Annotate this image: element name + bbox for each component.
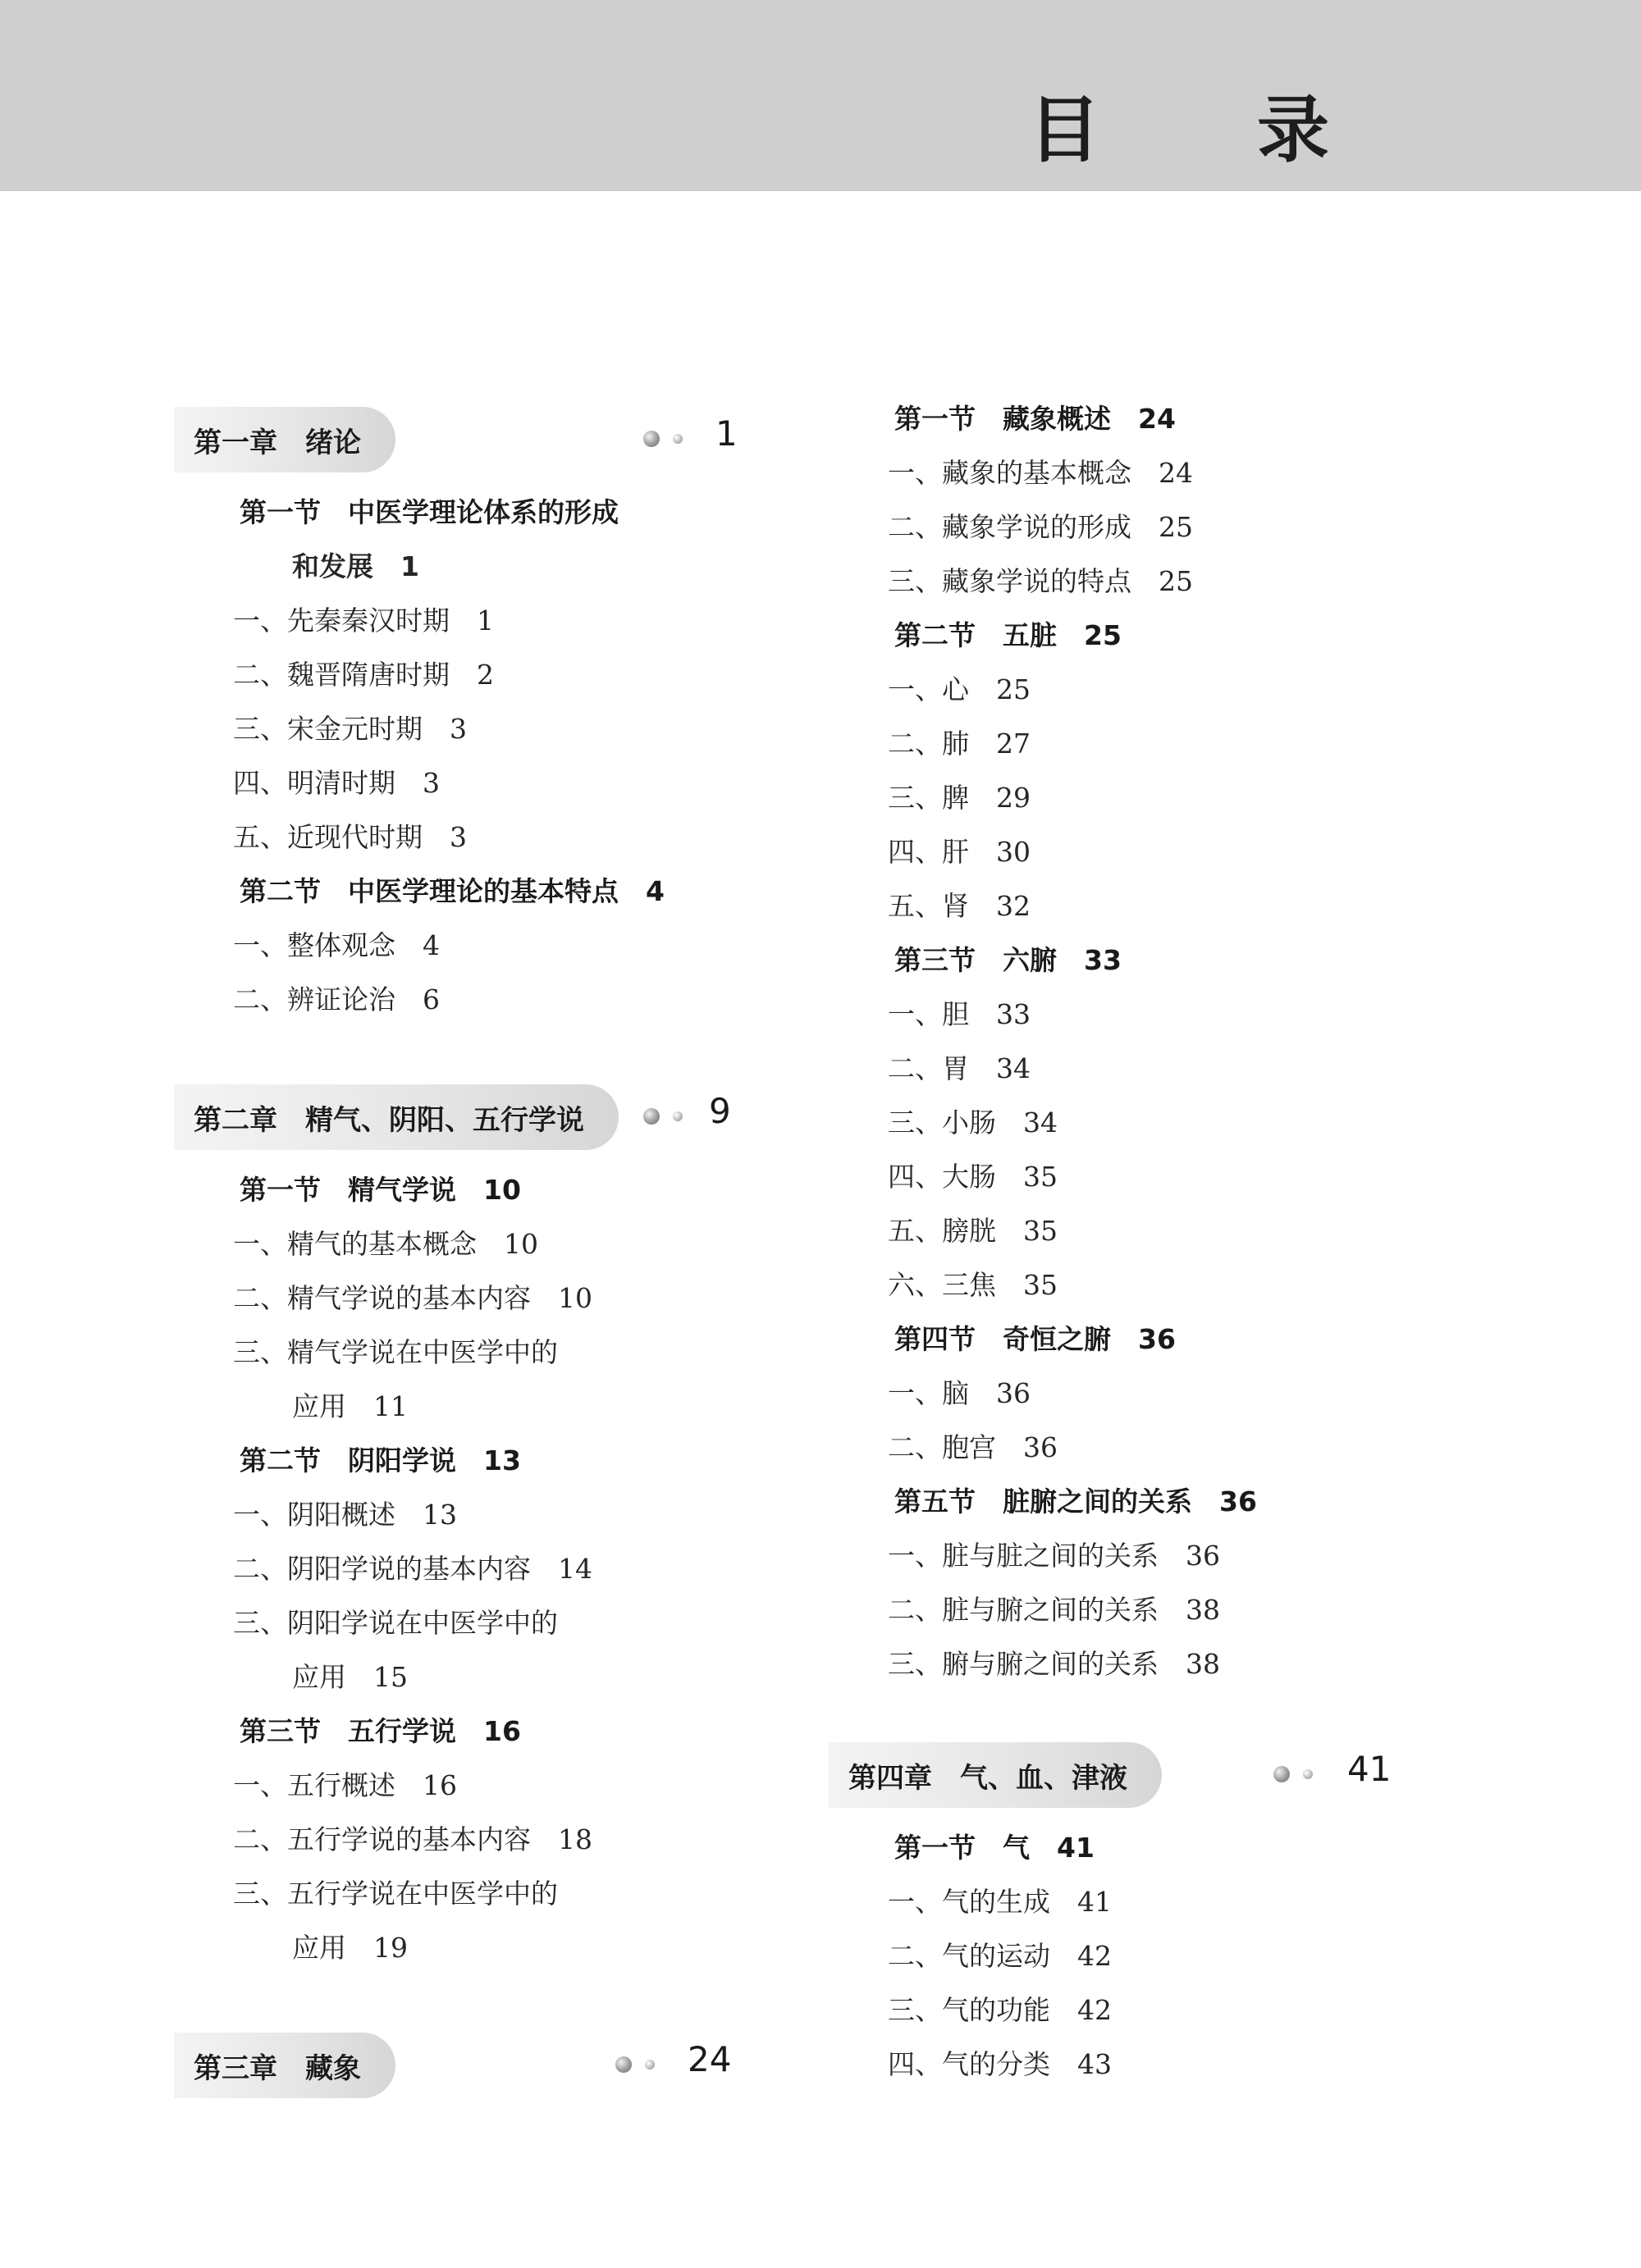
chapter-page-number: 9 <box>709 1091 731 1131</box>
toc-entry[interactable]: 第五节 脏腑之间的关系 36 <box>894 1485 1257 1517</box>
toc-entry[interactable]: 二、五行学说的基本内容 18 <box>233 1823 592 1855</box>
toc-entry[interactable]: 第二节 阴阳学说 13 <box>240 1444 521 1476</box>
toc-entry[interactable]: 一、先秦秦汉时期 1 <box>233 605 494 637</box>
toc-entry[interactable]: 五、膀胱 35 <box>888 1215 1058 1247</box>
toc-entry[interactable]: 六、三焦 35 <box>888 1269 1058 1301</box>
toc-entry[interactable]: 应用 11 <box>292 1390 408 1422</box>
toc-entry[interactable]: 第二节 五脏 25 <box>894 619 1122 651</box>
toc-entry[interactable]: 一、心 25 <box>888 673 1031 705</box>
chapter-page-number: 1 <box>715 413 738 454</box>
toc-entry[interactable]: 第一节 中医学理论体系的形成 <box>240 496 619 528</box>
toc-entry[interactable]: 三、脾 29 <box>888 782 1031 814</box>
header-band <box>0 0 1641 191</box>
toc-entry[interactable]: 五、肾 32 <box>888 890 1031 922</box>
toc-entry[interactable]: 二、肺 27 <box>888 728 1031 760</box>
toc-entry[interactable]: 五、近现代时期 3 <box>233 821 467 853</box>
toc-entry[interactable]: 应用 19 <box>292 1932 408 1964</box>
chapter-label: 第三章 藏象 <box>174 2033 395 2098</box>
toc-entry[interactable]: 四、气的分类 43 <box>888 2048 1112 2080</box>
chapter-heading-1[interactable] <box>174 399 740 477</box>
toc-entry[interactable]: 二、胞宫 36 <box>888 1431 1058 1463</box>
chapter-heading-3[interactable] <box>174 2024 740 2103</box>
toc-entry[interactable]: 二、脏与腑之间的关系 38 <box>888 1594 1220 1626</box>
toc-left-column <box>174 392 740 2111</box>
bullet-dots-icon <box>643 431 683 447</box>
toc-entry[interactable]: 二、辨证论治 6 <box>233 983 440 1015</box>
toc-entry[interactable]: 一、整体观念 4 <box>233 929 440 961</box>
toc-entry[interactable]: 三、藏象学说的特点 25 <box>888 565 1193 597</box>
toc-entry[interactable]: 一、精气的基本概念 10 <box>233 1228 538 1260</box>
toc-entry[interactable]: 三、小肠 34 <box>888 1107 1058 1139</box>
toc-entry[interactable]: 四、肝 30 <box>888 836 1031 868</box>
toc-entry[interactable]: 一、胆 33 <box>888 998 1031 1030</box>
page-title: 目 录 <box>1028 88 1395 172</box>
chapter-label: 第二章 精气、阴阳、五行学说 <box>174 1084 619 1150</box>
toc-entry[interactable]: 三、五行学说在中医学中的 <box>233 1878 558 1910</box>
toc-entry[interactable]: 二、藏象学说的形成 25 <box>888 511 1193 543</box>
toc-entry[interactable]: 二、魏晋隋唐时期 2 <box>233 659 494 691</box>
toc-entry[interactable]: 三、阴阳学说在中医学中的 <box>233 1607 558 1639</box>
toc-entry[interactable]: 三、气的功能 42 <box>888 1994 1112 2026</box>
toc-right-column <box>829 392 1419 2092</box>
chapter-page-number: 24 <box>688 2039 732 2079</box>
toc-entry[interactable]: 一、五行概述 16 <box>233 1769 457 1801</box>
chapter-heading-4[interactable] <box>829 1734 1419 1813</box>
toc-entry[interactable]: 二、阴阳学说的基本内容 14 <box>233 1553 592 1585</box>
chapter-heading-2[interactable] <box>174 1076 740 1155</box>
toc-entry[interactable]: 二、精气学说的基本内容 10 <box>233 1282 592 1314</box>
toc-entry[interactable]: 第一节 精气学说 10 <box>240 1174 521 1206</box>
toc-entry[interactable]: 第四节 奇恒之腑 36 <box>894 1323 1176 1355</box>
chapter-label: 第一章 绪论 <box>174 407 395 472</box>
toc-entry[interactable]: 一、阴阳概述 13 <box>233 1499 457 1531</box>
toc-entry[interactable]: 二、胃 34 <box>888 1052 1031 1084</box>
toc-entry[interactable]: 二、气的运动 42 <box>888 1940 1112 1972</box>
toc-entry[interactable]: 一、气的生成 41 <box>888 1886 1112 1918</box>
toc-entry[interactable]: 和发展 1 <box>292 550 419 582</box>
bullet-dots-icon <box>1273 1766 1313 1782</box>
toc-entry[interactable]: 一、脑 36 <box>888 1377 1031 1409</box>
toc-entry[interactable]: 应用 15 <box>292 1661 408 1693</box>
toc-entry[interactable]: 第三节 六腑 33 <box>894 944 1122 976</box>
toc-entry[interactable]: 三、宋金元时期 3 <box>233 713 467 745</box>
toc-entry[interactable]: 第三节 五行学说 16 <box>240 1715 521 1747</box>
chapter-label: 第四章 气、血、津液 <box>829 1742 1162 1808</box>
toc-entry[interactable]: 一、脏与脏之间的关系 36 <box>888 1540 1220 1572</box>
bullet-dots-icon <box>643 1108 683 1125</box>
toc-entry[interactable]: 四、明清时期 3 <box>233 767 440 799</box>
toc-entry[interactable]: 第一节 气 41 <box>894 1832 1095 1864</box>
toc-entry[interactable]: 第一节 藏象概述 24 <box>894 403 1176 435</box>
toc-entry[interactable]: 三、精气学说在中医学中的 <box>233 1336 558 1368</box>
toc-entry[interactable]: 四、大肠 35 <box>888 1161 1058 1193</box>
toc-entry[interactable]: 第二节 中医学理论的基本特点 4 <box>240 875 665 907</box>
toc-entry[interactable]: 一、藏象的基本概念 24 <box>888 457 1193 489</box>
chapter-page-number: 41 <box>1347 1749 1392 1789</box>
toc-entry[interactable]: 三、腑与腑之间的关系 38 <box>888 1648 1220 1680</box>
bullet-dots-icon <box>615 2056 655 2073</box>
